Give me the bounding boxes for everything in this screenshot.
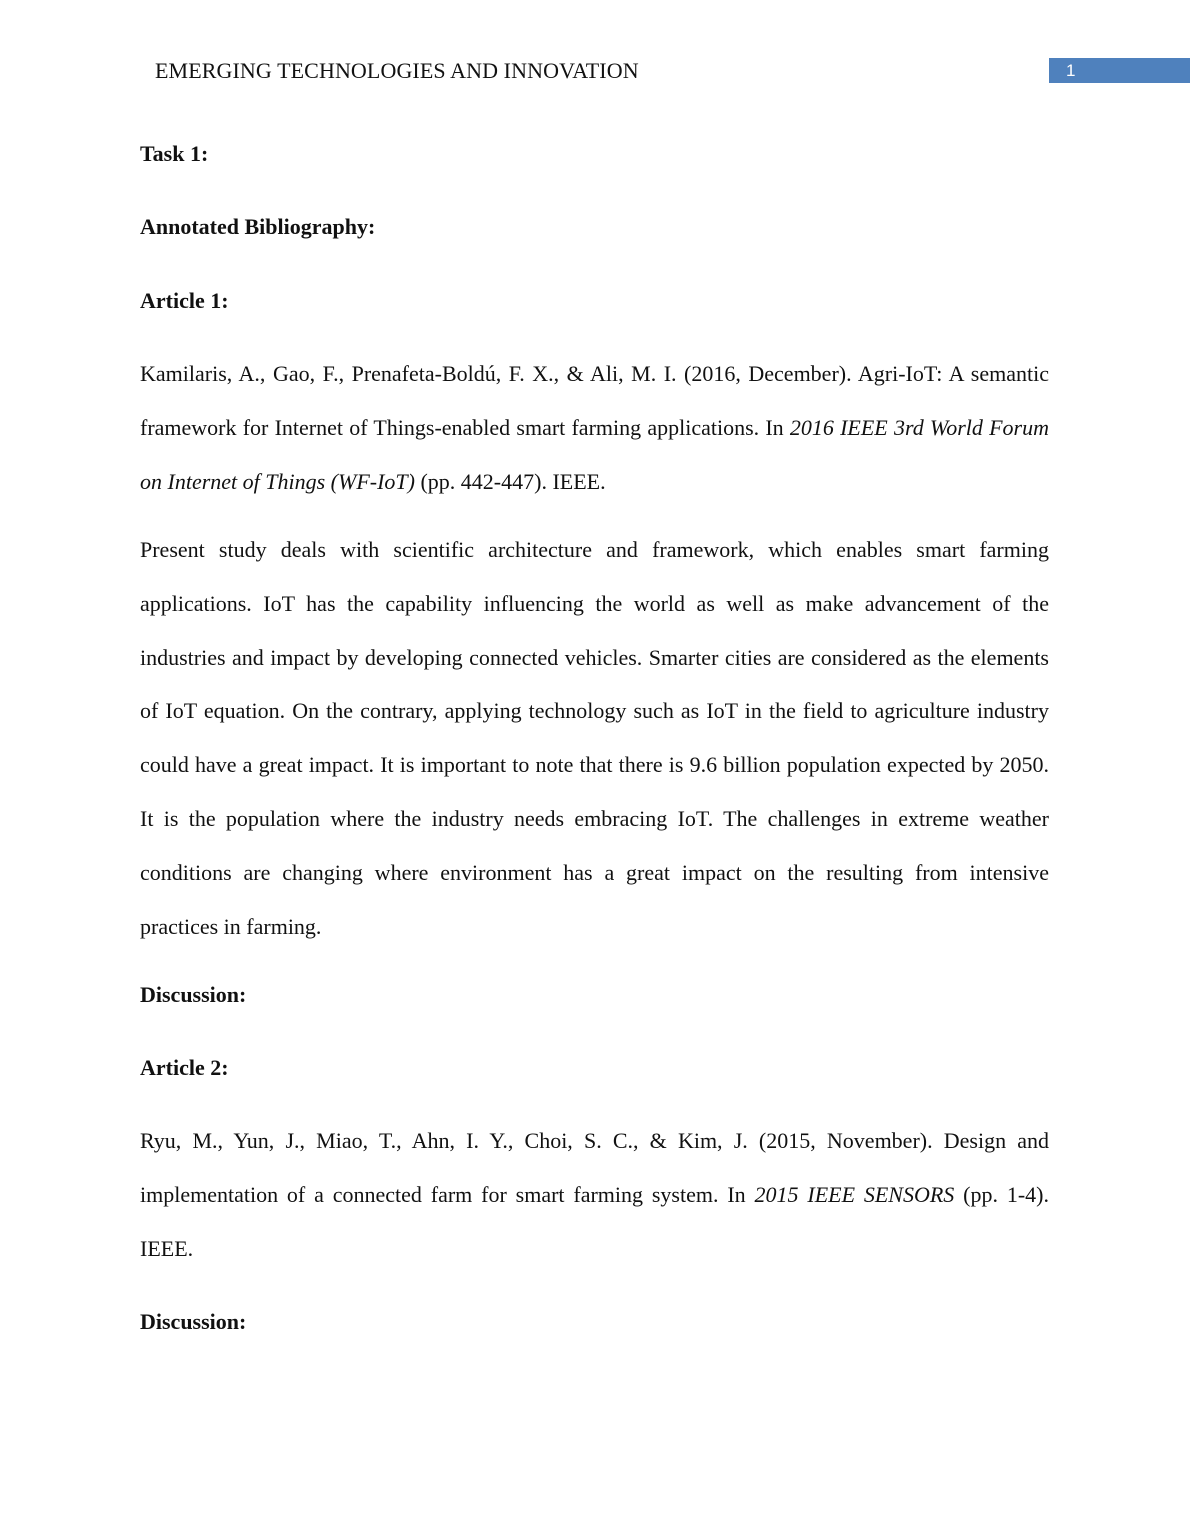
article-2-citation-pages: (pp. 1-4). IEEE.	[140, 1181, 1049, 1261]
annotated-bibliography-heading: Annotated Bibliography:	[140, 214, 376, 239]
article-1-heading: Article 1:	[140, 288, 229, 313]
running-header-title: EMERGING TECHNOLOGIES AND INNOVATION	[155, 58, 639, 83]
article-2-heading: Article 2:	[140, 1055, 229, 1080]
article-1-citation-pages: (pp. 442-447). IEEE.	[414, 468, 606, 494]
article-1-citation-authors-title: Kamilaris, A., Gao, F., Prenafeta-Boldú, F. X., & Ali, M. I. (2016, December). Agri-IoT: A semantic framework for Internet of Things-enabled smart farming applications. In	[140, 361, 1049, 440]
article-2-discussion-heading: Discussion:	[140, 1309, 247, 1334]
article-1-discussion-heading: Discussion:	[140, 982, 247, 1007]
article-1-citation	[140, 347, 1049, 508]
article-2-citation	[140, 1114, 1049, 1275]
page-number: 1	[1066, 61, 1076, 80]
article-1-citation-source: 2016 IEEE 3rd World Forum on Internet of Things (WF-IoT)	[140, 414, 1049, 494]
article-2-citation-authors-title: Ryu, M., Yun, J., Miao, T., Ahn, I. Y., Choi, S. C., & Kim, J. (2015, November). Design and implementation of a connected farm for smart farming system. In	[140, 1128, 1049, 1207]
article-2-citation-source: 2015 IEEE SENSORS	[754, 1181, 955, 1207]
article-1-summary: Present study deals with scientific architecture and framework, which enables smart farming applications. IoT has the capability influencing the world as well as make advancement of the industries and impact by developing connected vehicles. Smarter cities are considered as the elements of IoT equation. On the contrary, applying technology such as IoT in the field to agriculture industry could have a great impact. It is important to note that there is 9.6 billion population expected by 2050. It is the population where the industry needs embracing IoT. The challenges in extreme weather conditions are changing where environment has a great impact on the resulting from intensive practices in farming.	[140, 537, 1049, 939]
task-heading: Task 1:	[140, 141, 209, 166]
